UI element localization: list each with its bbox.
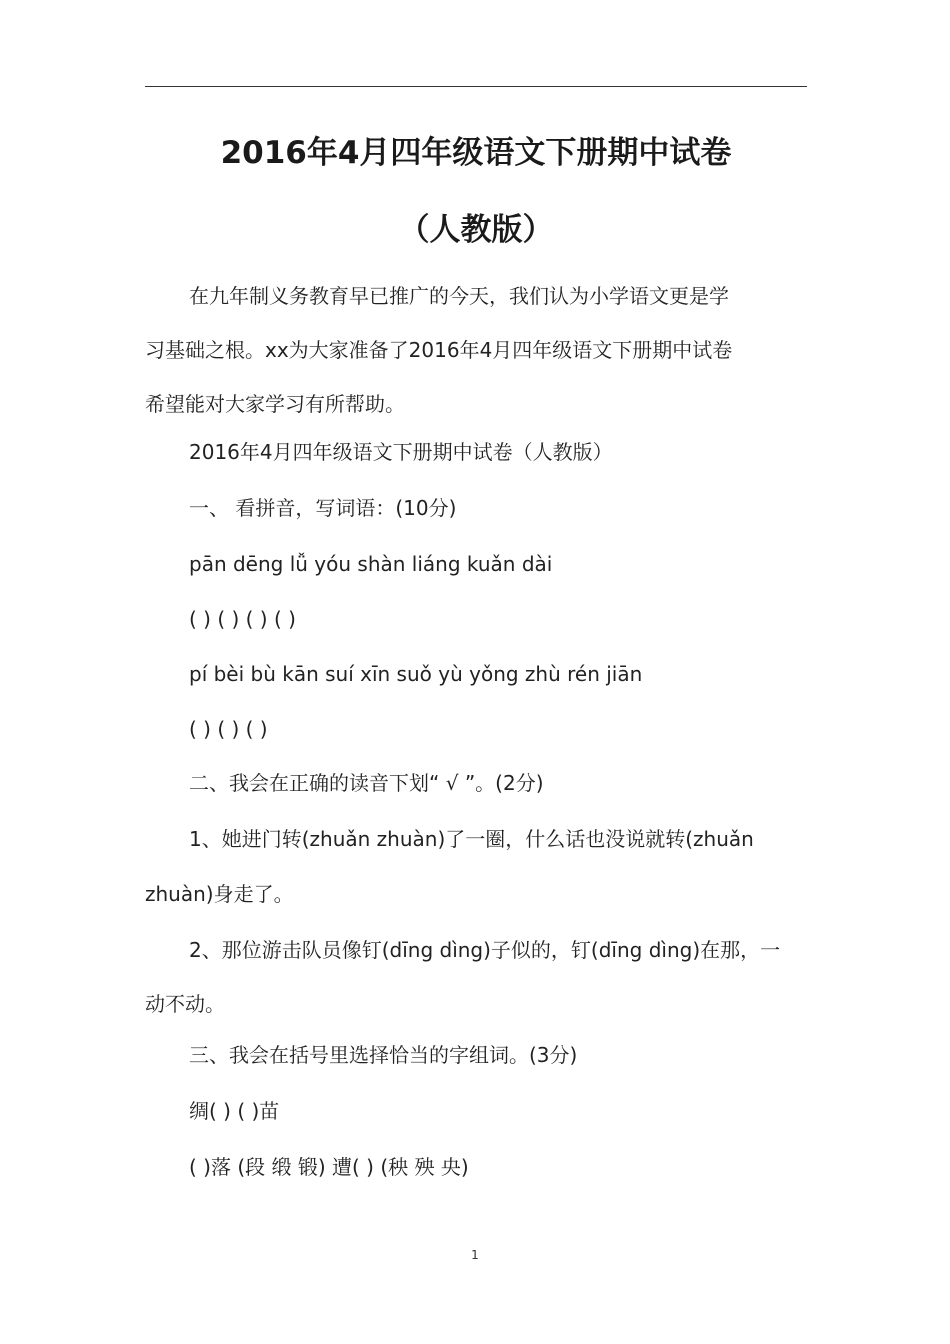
section1-pinyin-row-1: pān dēng lǚ yóu shàn liáng kuǎn dài — [189, 552, 553, 576]
section1-blanks-row-1: ( ) ( ) ( ) ( ) — [189, 607, 296, 631]
section2-question-1-line-1: 1、她进门转(zhuǎn zhuàn)了一圈，什么话也没说就转(zhuǎn — [189, 827, 754, 851]
section3-heading: 三、我会在括号里选择恰当的字组词。(3分) — [189, 1043, 578, 1067]
section2-question-2-line-2: 动不动。 — [145, 992, 225, 1016]
document-title-edition: （人教版） — [398, 212, 554, 248]
document-title: 2016年4月四年级语文下册期中试卷 — [220, 135, 732, 171]
intro-paragraph-line-2: 习基础之根。xx为大家准备了2016年4月四年级语文下册期中试卷 — [145, 338, 733, 362]
header-rule — [145, 86, 807, 87]
section1-blanks-row-2: ( ) ( ) ( ) — [189, 717, 268, 741]
section3-row-2: ( )落 (段 缎 锻) 遭( ) (秧 殃 央) — [189, 1155, 469, 1179]
section2-question-2-line-1: 2、那位游击队员像钉(dīng dìng)子似的，钉(dīng dìng)在那，一 — [189, 938, 781, 962]
page-number: 1 — [471, 1248, 479, 1262]
intro-paragraph-line-3: 希望能对大家学习有所帮助。 — [145, 392, 405, 416]
section2-heading: 二、我会在正确的读音下划“ √ ”。(2分) — [189, 771, 544, 795]
exam-subtitle: 2016年4月四年级语文下册期中试卷（人教版） — [189, 440, 613, 464]
section3-row-1: 绸( ) ( )苗 — [189, 1099, 280, 1123]
intro-paragraph-line-1: 在九年制义务教育早已推广的今天，我们认为小学语文更是学 — [189, 284, 729, 308]
section2-question-1-line-2: zhuàn)身走了。 — [145, 882, 294, 906]
section1-heading: 一、 看拼音，写词语：(10分) — [189, 496, 457, 520]
section1-pinyin-row-2: pí bèi bù kān suí xīn suǒ yù yǒng zhù rén jiān — [189, 662, 643, 686]
